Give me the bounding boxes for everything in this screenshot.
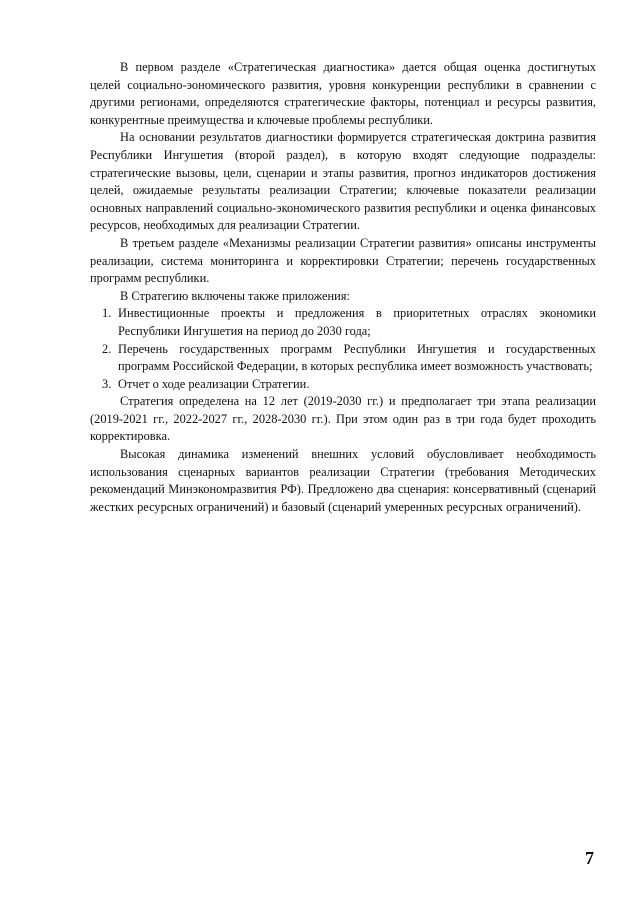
paragraph-strategy-period: Стратегия определена на 12 лет (2019-2030 гг.) и предполагает три этапа реализации (2019-2021 гг., 2022-2027 гг., 2028-2030 гг.). При этом один раз в три года будет проходить корректировка.	[90, 394, 596, 444]
list-item-text: Перечень государственных программ Республики Ингушетия и государственных программ Российской Федерации, в которых республика имеет возможность участвовать;	[118, 341, 596, 374]
list-item-text: Инвестиционные проекты и предложения в приоритетных отраслях экономики Республики Ингушетия на период до 2030 года;	[118, 306, 596, 338]
list-item	[90, 305, 596, 340]
page-number: 7	[585, 848, 594, 868]
paragraph-appendices-intro: В Стратегию включены также приложения:	[120, 288, 350, 303]
list-item-number: 3.	[102, 376, 112, 391]
paragraph-scenarios: Высокая динамика изменений внешних условий обусловливает необходимость использования сценарных вариантов реализации Стратегии (требования Методических рекомендаций Минэкономразвития РФ). Предложено два сценария: консервативный (сценарий жестких ресурсных ограничений) и базовый (сценарий умеренных ресурсных ограничений).	[90, 447, 596, 514]
list-item-number: 2.	[102, 341, 112, 356]
list-item	[90, 376, 596, 394]
paragraph-strategic-doctrine: На основании результатов диагностики формируется стратегическая доктрина развития Республики Ингушетия (второй раздел), в которую входят следующие подразделы: стратегические вызовы, цели, сценарии и этапы развития, прогноз индикаторов достижения целей, ожидаемые результаты реализации Стратегии; ключевые показатели реализации основных направлений социально-экономического развития республики и оценка финансовых ресурсов, необходимых для реализации Стратегии.	[90, 130, 596, 233]
paragraph-implementation-mechanisms: В третьем разделе «Механизмы реализации Стратегии развития» описаны инструменты реализации, система мониторинга и корректировки Стратегии; перечень государственных программ республики.	[90, 235, 596, 286]
document-page	[90, 59, 596, 516]
list-item	[90, 341, 596, 376]
appendix-list	[90, 305, 596, 393]
list-item-text: Отчет о ходе реализации Стратегии.	[118, 376, 310, 391]
paragraph-strategic-diagnostics: В первом разделе «Стратегическая диагностика» дается общая оценка достигнутых целей социально-эономического развития, уровня конкуренции республики в сравнении с другими регионами, определяются стратегические факторы, потенциал и ресурсы развития, конкурентные преимущества и ключевые проблемы республики.	[90, 60, 596, 127]
list-item-number: 1.	[102, 306, 112, 321]
